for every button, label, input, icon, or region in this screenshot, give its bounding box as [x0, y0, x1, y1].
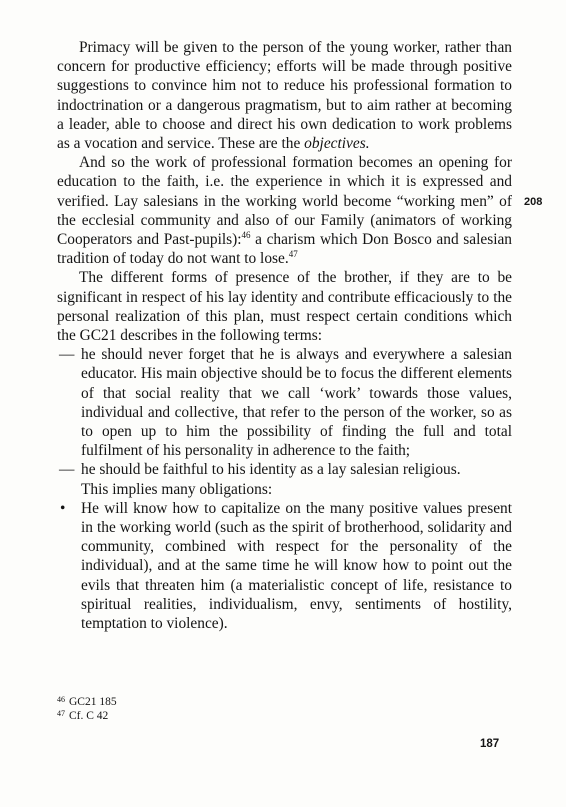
footnote-46-text: GC21 185 [69, 696, 117, 708]
paragraph-2-text-b: a charism which Don Bosco and salesian tradition of today do not want to lose. [57, 231, 512, 268]
footnote-47-text: Cf. C 42 [69, 710, 109, 722]
margin-section-number: 208 [524, 196, 543, 208]
footnote-46 [57, 695, 117, 709]
bullet-item-1: • He will know how to capitalize on the many positive values present in the working world (such as the spirit of brotherhood, solidarity and community, combined with respect for the personality of the individual), and at the same time he will know how to point out the evils that threaten him (a materialistic concept of life, resistance to spiritual realities, individualism, envy, sentiments of hostility, temptation to violence). [57, 499, 512, 633]
page-number: 187 [480, 738, 500, 750]
dash-list [57, 345, 512, 479]
paragraph-1-emphasis: objectives. [304, 135, 370, 153]
footnote-46-number: 46 [57, 695, 65, 704]
footnote-47 [57, 709, 117, 723]
paragraph-2-text-a: And so the work of professional formation becomes an opening for education to the faith, i.e. the experience in which it is expressed and verified. Lay salesians in the working world become “working men” of the ecclesial community and also of our Family (animators of working Cooperators and Past-pupils): [57, 154, 512, 249]
dash-item-2: — he should be faithful to his identity as a lay salesian religious. [57, 460, 512, 479]
main-text [57, 38, 543, 633]
paragraph-3: The different forms of presence of the brother, if they are to be significant in respect of his lay identity and contribute efficaciously to the personal realization of this plan, must respect certain conditions which the GC21 describes in the following terms: [57, 269, 512, 345]
footnote-ref-46[interactable]: 46 [241, 230, 251, 241]
footnote-ref-47[interactable]: 47 [288, 249, 298, 260]
dash-item-1: — he should never forget that he is always and everywhere a salesian educator. His main objective should be to focus the different elements of that social reality that we call ‘work’ towards those values, individual and collective, that refer to the person of the worker, so as to open up to him the possibility of finding the full and total fulfilment of his personality in adherence to the faith; [57, 345, 512, 460]
obligations-intro: This implies many obligations: [81, 480, 273, 498]
bullet-list [57, 499, 512, 633]
footnotes [57, 695, 117, 723]
paragraph-2 [57, 153, 512, 268]
paragraph-1 [57, 38, 512, 153]
paragraph-1-text: Primacy will be given to the person of the young worker, rather than concern for productive efficiency; efforts will be made through positive suggestions to convince him not to reduce his professional formation to indoctrination or a dangerous pragmatism, but to aim rather at becoming a leader, able to choose and direct his own dedication to work problems as a vocation and service. These are the [57, 39, 512, 153]
footnote-47-number: 47 [57, 709, 65, 718]
page-body [57, 38, 543, 633]
